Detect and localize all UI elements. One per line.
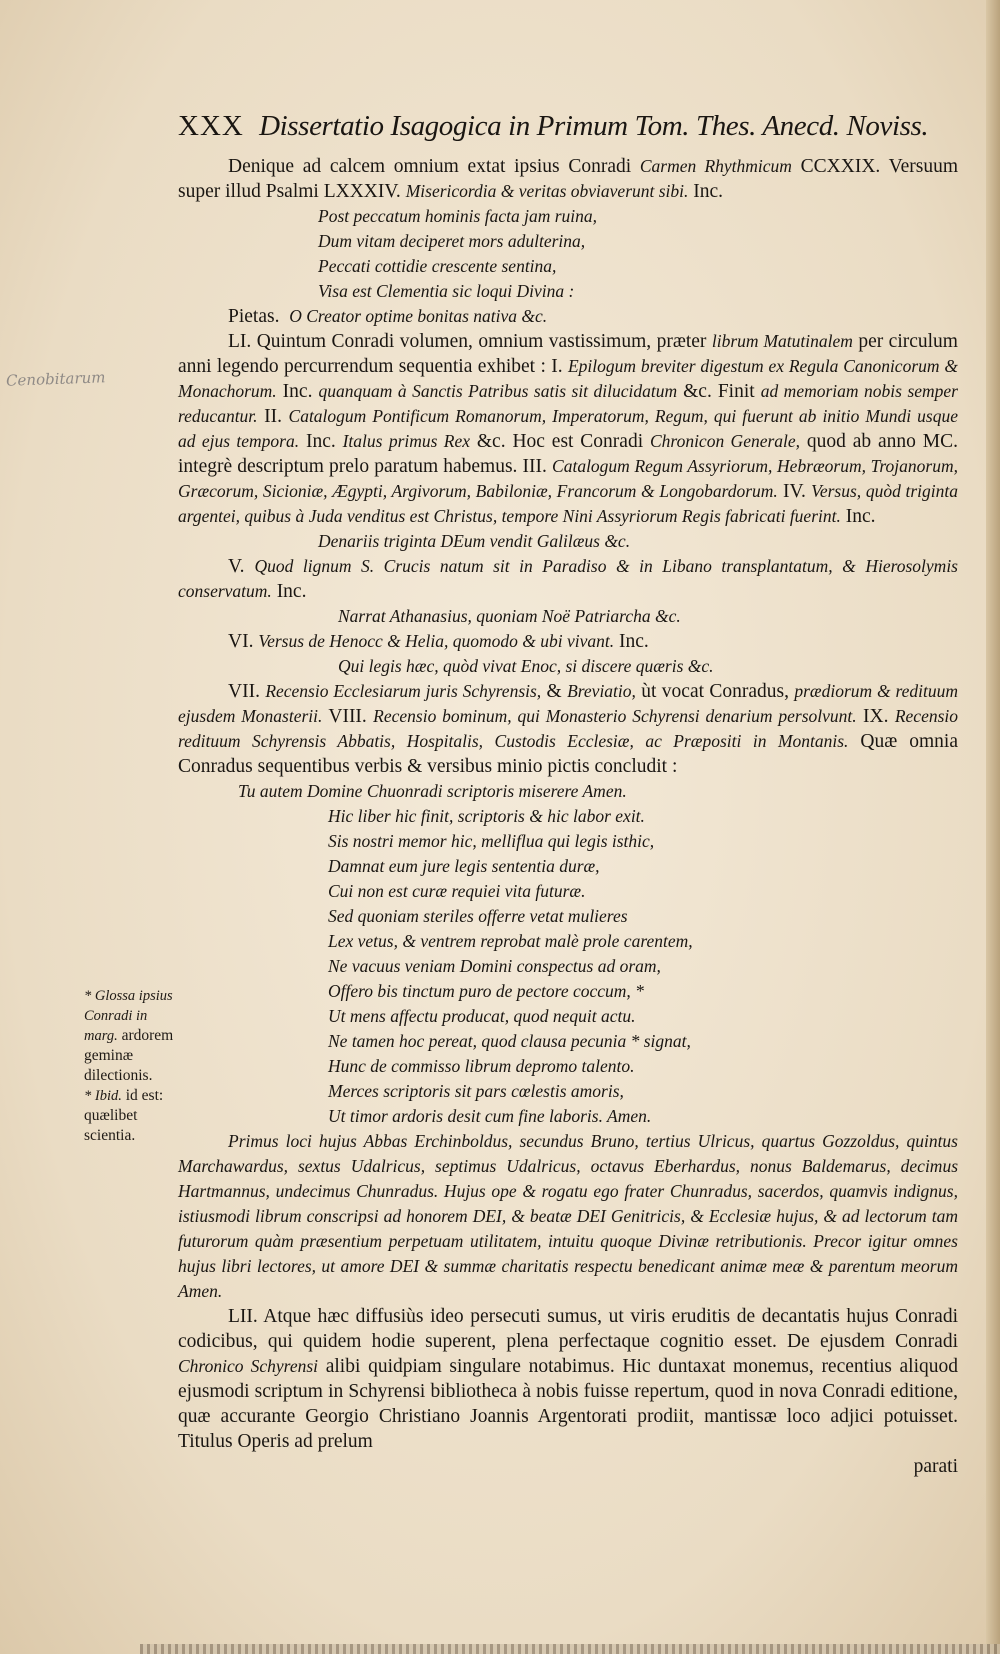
verse-line: Ut timor ardoris desit cum fine laboris. Amen. <box>328 1106 652 1126</box>
verse-block-1 <box>178 204 958 304</box>
text-italic: Chronico Schyrensi <box>178 1356 319 1376</box>
text-span: Inc. <box>840 506 876 527</box>
page-bottom-edge <box>140 1644 1000 1654</box>
text-span: VII. <box>228 681 266 702</box>
text-span: Inc. <box>276 381 319 402</box>
text-span: per circulum anni legendo percurrendum sequentia exhibet : I. <box>178 331 958 377</box>
text-italic: Quod lignum S. Crucis natum sit in Paradiso & in Libano transplantatum, & Hierosolymis conservatum. <box>178 556 958 601</box>
text-italic: Catalogum Regum Assyriorum, Hebræorum, Trojanorum, Græcorum, Sicioniæ, Ægypti, Argivorum, Babiloniæ, Francorum & Longobardorum. <box>178 456 958 501</box>
catchword: parati <box>913 1456 958 1477</box>
text-span: Versuum super illud Psalmi LXXXIV. <box>178 156 958 202</box>
running-head <box>178 108 958 144</box>
text-italic: quanquam à Sanctis Patribus satis sit dilucidatum <box>318 381 678 401</box>
text-span: V. <box>228 556 255 577</box>
text-italic: Italus primus Rex <box>342 431 471 451</box>
text-italic: Versus, quòd triginta argentei, quibus à Juda venditus est Christus, tempore Nini Assyriorum Regis fabricati fuerint. <box>178 481 958 526</box>
text-italic: Recensio Ecclesiarum juris Schyrensis, <box>265 681 542 701</box>
verse-line: Sed quoniam steriles offerre vetat mulieres <box>328 906 628 926</box>
verse-line: Hic liber hic finit, scriptoris & hic labor exit. <box>328 806 645 826</box>
verse-block-3 <box>178 604 958 629</box>
text-span: Denique ad calcem omnium extat ipsius Conradi <box>228 156 640 177</box>
paragraph-intro <box>178 154 958 204</box>
text-span: CCXXIX. <box>791 156 881 177</box>
text-italic: Recensio bominum, qui Monasterio Schyrensi denarium persolvunt. <box>373 706 857 726</box>
verse-line: Hunc de commisso librum depromo talento. <box>328 1056 635 1076</box>
paragraph-V <box>178 554 958 604</box>
paragraph-VI <box>178 629 958 654</box>
verse-line: Ne tamen hoc pereat, quod clausa pecunia * signat, <box>328 1031 691 1051</box>
text-italic: Misericordia & veritas obviaverunt sibi. <box>405 181 689 201</box>
margin-gloss-ref2: * Ibid. <box>84 1088 122 1104</box>
verse-line: Offero bis tinctum puro de pectore coccum, * <box>328 981 644 1001</box>
text-span: & <box>541 681 568 702</box>
text-span: LI. Quintum Conradi volumen, omnium vastissimum, præter <box>228 331 712 352</box>
verse-line: Visa est Clementia sic loqui Divina : <box>318 281 575 301</box>
verse-line: Ut mens affectu producat, quod nequit actu. <box>328 1006 636 1026</box>
verse-line-first: Tu autem Domine Chuonradi scriptoris miserere Amen. <box>238 781 627 801</box>
text-italic: Recensio redituum Schyrensis Abbatis, Hospitalis, Custodis Ecclesiæ, ac Præpositi in Montanis. <box>178 706 959 751</box>
text-span: alibi quidpiam singulare notabimus. Hic duntaxat monemus, recentius aliquod ejusmodi scriptum in Schyrensi bibliotheca à nobis fuisse repertum, quod in nova Conradi editione, quæ accurante Georgio Christiano Joannis Argentorati prodiit, mantissæ loco adjici potuisset. Titulus Operis ad prelum <box>178 1356 959 1452</box>
main-text <box>178 108 958 1479</box>
text-span: Quæ omnia Conradus sequentibus verbis & versibus minio pictis concludit : <box>178 731 958 777</box>
verse-line: Ne vacuus veniam Domini conspectus ad oram, <box>328 956 661 976</box>
verse-line: Damnat eum jure legis sententia duræ, <box>328 856 600 876</box>
text-span: Inc. <box>614 631 649 652</box>
text-span: VI. <box>228 631 259 652</box>
text-italic: ad memoriam nobis semper reducantur. <box>178 381 958 426</box>
paragraph-LII <box>178 1304 958 1454</box>
margin-gloss-ref1: * Glossa ipsius Conradi in marg. <box>84 988 173 1044</box>
verse-block-6 <box>178 804 958 1129</box>
abbots-text: Primus loci hujus Abbas Erchinboldus, secundus Bruno, tertius Ulricus, quartus Gozzoldus, quintus Marchawardus, sextus Udalricus, septimus Udalricus, octavus Eberhardus, nonus Baldemarus, decimus Hartmannus, undecimus Chunradus. Hujus ope & rogatu ego frater Chunradus, sacerdos, quamvis indignus, istiusmodi librum conscripsi ad honorem DEI, & beatæ DEI Genitricis, & Ecclesiæ hujus, & ad lectorum tam futurorum quàm præsentium perpetuam utilitatem, intuitu quoque Divinæ retributionis. Precor igitur omnes hujus libri lectores, ut amore DEI & summæ charitatis respectu benedicant animæ meæ & parentum meorum Amen. <box>178 1131 958 1301</box>
text-italic: librum Matutinalem <box>711 331 853 351</box>
pietas-text: O Creator optime bonitas nativa &c. <box>289 306 548 326</box>
page-number: XXX <box>178 110 244 142</box>
verse-line: Lex vetus, & ventrem reprobat malè prole carentem, <box>328 931 693 951</box>
text-italic: Epilogum breviter digestum ex Regula Canonicorum & Monachorum. <box>178 356 958 401</box>
text-italic: Chronicon Generale, <box>649 431 801 451</box>
verse-line: Qui legis hæc, quòd vivat Enoc, si discere quæris &c. <box>338 656 714 676</box>
text-span: Inc. <box>688 181 724 202</box>
margin-gloss-text1: ardorem geminæ dilectionis. <box>84 1027 174 1084</box>
verse-line: Dum vitam deciperet mors adulterina, <box>318 231 586 251</box>
verse-block-5 <box>178 779 958 804</box>
margin-gloss-text2: id est: quælibet scientia. <box>84 1087 164 1144</box>
verse-line: Cui non est curæ requiei vita futuræ. <box>328 881 586 901</box>
verse-line: Narrat Athanasius, quoniam Noë Patriarcha &c. <box>338 606 681 626</box>
verse-line: Sis nostri memor hic, melliflua qui legis isthic, <box>328 831 655 851</box>
verse-line: Post peccatum hominis facta jam ruina, <box>318 206 598 226</box>
pietas-line <box>178 304 958 329</box>
running-title: Dissertatio Isagogica in Primum Tom. Thes. Anecd. Noviss. <box>259 110 929 142</box>
text-italic: Carmen Rhythmicum <box>639 156 792 176</box>
paragraph-VII <box>178 679 958 779</box>
verse-block-4 <box>178 654 958 679</box>
verse-line: Denariis triginta DEum vendit Galilæus &c. <box>318 531 631 551</box>
text-italic: Catalogum Pontificum Romanorum, Imperatorum, Regum, qui fuerunt ab initio Mundi usque ad ejus tempora. <box>178 406 958 451</box>
text-span: LII. Atque hæc diffusiùs ideo persecuti sumus, ut viris eruditis de decantatis hujus Conradi codicibus, qui quidem hodie superent, plena perfectaque cognitio esset. De ejusdem Conradi <box>178 1306 958 1352</box>
text-span: &c. Hoc est Conradi <box>470 431 650 452</box>
text-italic: Breviatio, <box>567 681 636 701</box>
verse-block-2 <box>178 529 958 554</box>
text-italic: prædiorum & redituum ejusdem Monasterii. <box>178 681 959 726</box>
paragraph-abbots <box>178 1129 958 1304</box>
text-span: VIII. <box>322 706 374 727</box>
text-span: &c. Finit <box>677 381 761 402</box>
verse-line: Peccati cottidie crescente sentina, <box>318 256 557 276</box>
margin-gloss <box>84 986 176 1146</box>
text-span: ùt vocat Conradus, <box>635 681 795 702</box>
text-span: II. <box>257 406 289 427</box>
page-edge <box>986 0 1000 1654</box>
text-italic: Versus de Henocc & Helia, quomodo & ubi vivant. <box>258 631 615 651</box>
text-span: Inc. <box>299 431 343 452</box>
pietas-label: Pietas. <box>228 306 280 327</box>
text-span: IV. <box>777 481 812 502</box>
paragraph-LI <box>178 329 958 529</box>
verse-line: Merces scriptoris sit pars cœlestis amoris, <box>328 1081 624 1101</box>
handwritten-margin-note: Cenobitarum <box>5 368 106 390</box>
text-span: Inc. <box>271 581 307 602</box>
text-span: quod ab anno MC. integrè descriptum prelo paratum habemus. III. <box>178 431 958 477</box>
text-span: IX. <box>856 706 895 727</box>
